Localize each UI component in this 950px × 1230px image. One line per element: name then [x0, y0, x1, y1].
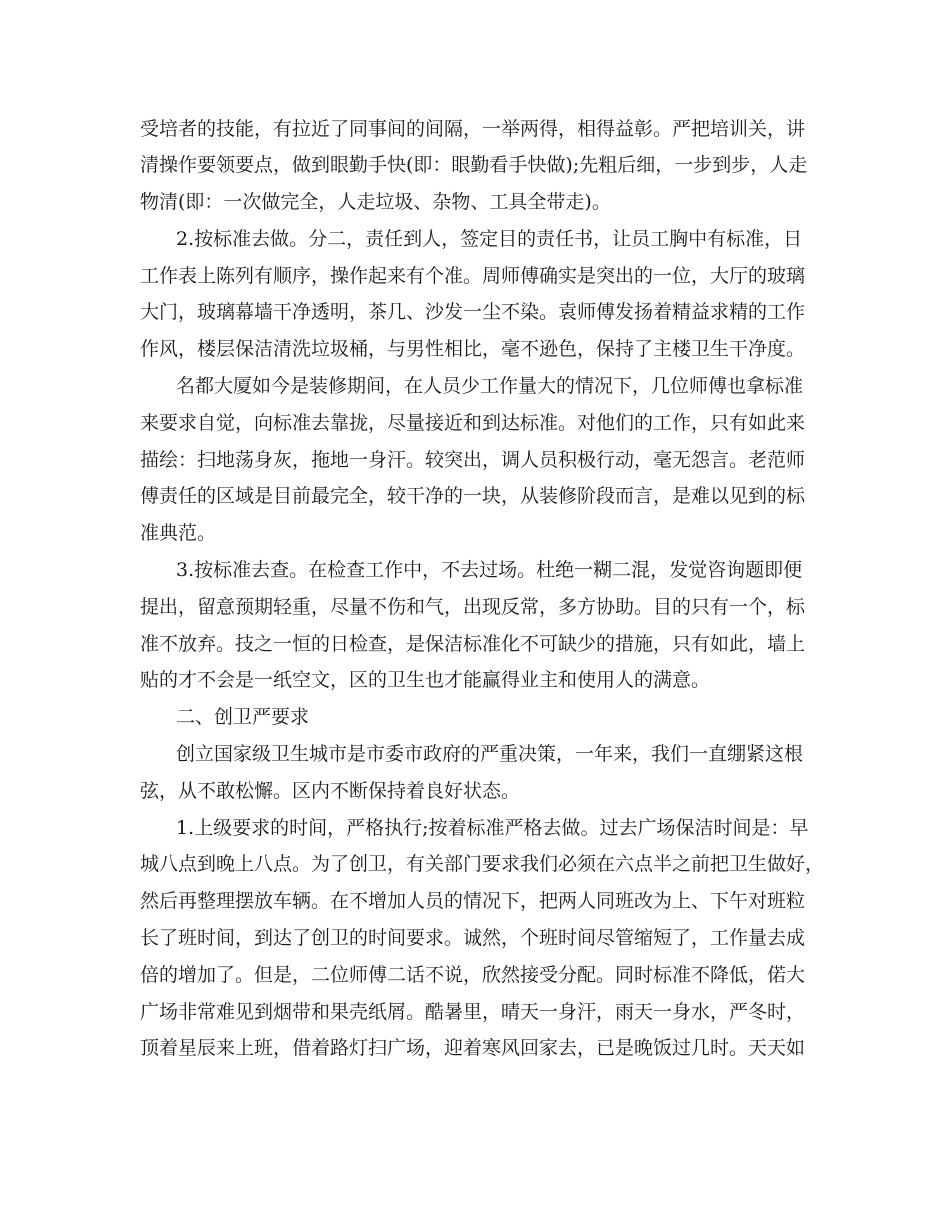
text-line: 弦，从不敢松懈。区内不断保持着良好状态。 [140, 780, 521, 802]
text-line: 提出，留意预期轻重，尽量不伤和气，出现反常，多方协助。目的只有一个，标 [140, 596, 806, 618]
text-line: 受培者的技能，有拉近了同事间的间隔，一举两得，相得益彰。严把培训关，讲 [140, 118, 806, 140]
text-line: 工作表上陈列有顺序，操作起来有个准。周师傅确实是突出的一位，大厅的玻璃 [140, 265, 806, 287]
text-line: 准不放弃。技之一恒的日检查，是保洁标准化不可缺少的措施，只有如此，墙上 [140, 633, 806, 655]
text-line: 物清(即：一次做完全，人走垃圾、杂物、工具全带走)。 [140, 191, 611, 213]
text-line: 长了班时间，到达了创卫的时间要求。诚然，个班时间尽管缩短了，工作量去成 [140, 927, 806, 949]
text-line: 作风，楼层保洁清洗垃圾桶，与男性相比，毫不逊色，保持了主楼卫生干净度。 [140, 338, 806, 360]
text-line: 城八点到晚上八点。为了创卫，有关部门要求我们必须在六点半之前把卫生做好， [140, 853, 825, 875]
text-line: 1.上级要求的时间，严格执行;按着标准严格去做。过去广场保洁时间是：早 [176, 817, 809, 839]
text-line: 然后再整理摆放车辆。在不增加人员的情况下，把两人同班改为上、下午对班粒 [140, 890, 806, 912]
text-line: 顶着星辰来上班，借着路灯扫广场，迎着寒风回家去，已是晚饭过几时。天天如 [140, 1037, 806, 1059]
text-line: 2.按标准去做。分二，责任到人，签定目的责任书，让员工胸中有标准，日 [176, 228, 803, 250]
text-line: 准典范。 [140, 522, 217, 544]
text-line: 清操作要领要点，做到眼勤手快(即：眼勤看手快做);先粗后细，一步到步，人走 [140, 154, 808, 176]
text-line: 傅责任的区域是目前最完全，较干净的一块，从装修阶段而言，是难以见到的标 [140, 485, 806, 507]
text-line: 贴的才不会是一纸空文，区的卫生也才能赢得业主和使用人的满意。 [140, 669, 711, 691]
text-line: 创立国家级卫生城市是市委市政府的严重决策，一年来，我们一直绷紧这根 [176, 743, 804, 765]
text-line: 大门，玻璃幕墙干净透明，茶几、沙发一尘不染。袁师傅发扬着精益求精的工作 [140, 301, 806, 323]
text-line: 3.按标准去查。在检查工作中，不去过场。杜绝一糊二混，发觉咨询题即便 [176, 559, 803, 581]
section-heading: 二、创卫严要求 [176, 706, 310, 728]
text-line: 倍的增加了。但是，二位师傅二话不说，欣然接受分配。同时标准不降低，偌大 [140, 964, 806, 986]
text-line: 描绘：扫地荡身灰，拖地一身汗。较突出，调人员积极行动，毫无怨言。老范师 [140, 449, 806, 471]
text-line: 名都大厦如今是装修期间，在人员少工作量大的情况下，几位师傅也拿标准 [176, 375, 804, 397]
text-line: 来要求自觉，向标准去靠拢，尽量接近和到达标准。对他们的工作，只有如此来 [140, 412, 806, 434]
text-line: 广场非常难见到烟带和果壳纸屑。酷暑里，晴天一身汗，雨天一身水，严冬时， [140, 1001, 806, 1023]
